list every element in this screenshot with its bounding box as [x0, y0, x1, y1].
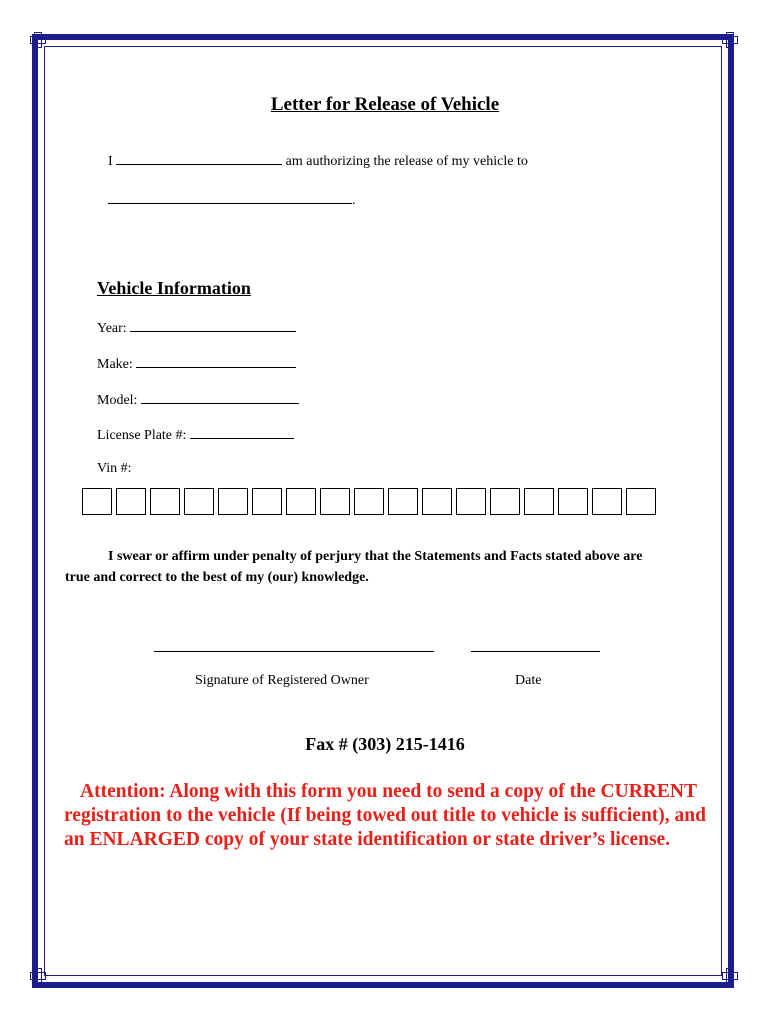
vin-box[interactable]	[82, 488, 112, 515]
document-title: Letter for Release of Vehicle	[270, 94, 500, 115]
vin-box[interactable]	[524, 488, 554, 515]
attention-notice: Attention: Along with this form you need to send a copy of the CURRENT registration to the vehicle (If being towed out title to vehicle is sufficient), and an ENLARGED copy of your state identification or state driver’s license.	[64, 781, 706, 850]
signature-label: Signature of Registered Owner	[195, 673, 369, 688]
make-field	[97, 354, 296, 373]
date-line[interactable]	[471, 651, 600, 652]
license-plate-field	[97, 425, 294, 444]
vin-box[interactable]	[184, 488, 214, 515]
affirmation-line-1: I swear or affirm under penalty of perjury that the Statements and Facts stated above are	[108, 549, 643, 564]
year-field	[97, 318, 296, 337]
owner-name-blank[interactable]	[116, 151, 282, 165]
vin-box[interactable]	[252, 488, 282, 515]
vin-label: Vin #:	[97, 461, 132, 476]
year-label: Year:	[97, 321, 127, 336]
year-blank[interactable]	[130, 318, 296, 332]
vin-box[interactable]	[558, 488, 588, 515]
corner-ornament-bottom-left	[30, 968, 46, 984]
recipient-name-blank[interactable]	[108, 190, 352, 204]
intro-middle: am authorizing the release of my vehicle to	[285, 154, 528, 169]
corner-ornament-bottom-right	[722, 968, 738, 984]
vin-box[interactable]	[116, 488, 146, 515]
vin-box[interactable]	[218, 488, 248, 515]
vin-box[interactable]	[150, 488, 180, 515]
vin-box[interactable]	[354, 488, 384, 515]
signature-line[interactable]	[154, 651, 434, 652]
affirmation-line-2: true and correct to the best of my (our) knowledge.	[65, 570, 369, 585]
license-plate-blank[interactable]	[190, 425, 294, 439]
intro-suffix: .	[352, 193, 356, 208]
vin-box[interactable]	[422, 488, 452, 515]
corner-ornament-top-left	[30, 32, 46, 48]
vin-box[interactable]	[626, 488, 656, 515]
vin-box[interactable]	[388, 488, 418, 515]
vin-box[interactable]	[320, 488, 350, 515]
model-blank[interactable]	[141, 390, 299, 404]
authorization-line	[108, 151, 528, 170]
make-blank[interactable]	[136, 354, 296, 368]
license-plate-label: License Plate #:	[97, 428, 187, 443]
corner-ornament-top-right	[722, 32, 738, 48]
vin-boxes	[82, 488, 656, 515]
recipient-line	[108, 190, 356, 209]
make-label: Make:	[97, 357, 133, 372]
vin-box[interactable]	[592, 488, 622, 515]
fax-number: Fax # (303) 215-1416	[305, 734, 465, 754]
vin-box[interactable]	[456, 488, 486, 515]
date-label: Date	[515, 673, 542, 688]
model-label: Model:	[97, 393, 138, 408]
vehicle-information-heading: Vehicle Information	[97, 278, 251, 298]
model-field	[97, 390, 299, 409]
vin-box[interactable]	[490, 488, 520, 515]
vin-box[interactable]	[286, 488, 316, 515]
intro-prefix: I	[108, 154, 113, 169]
